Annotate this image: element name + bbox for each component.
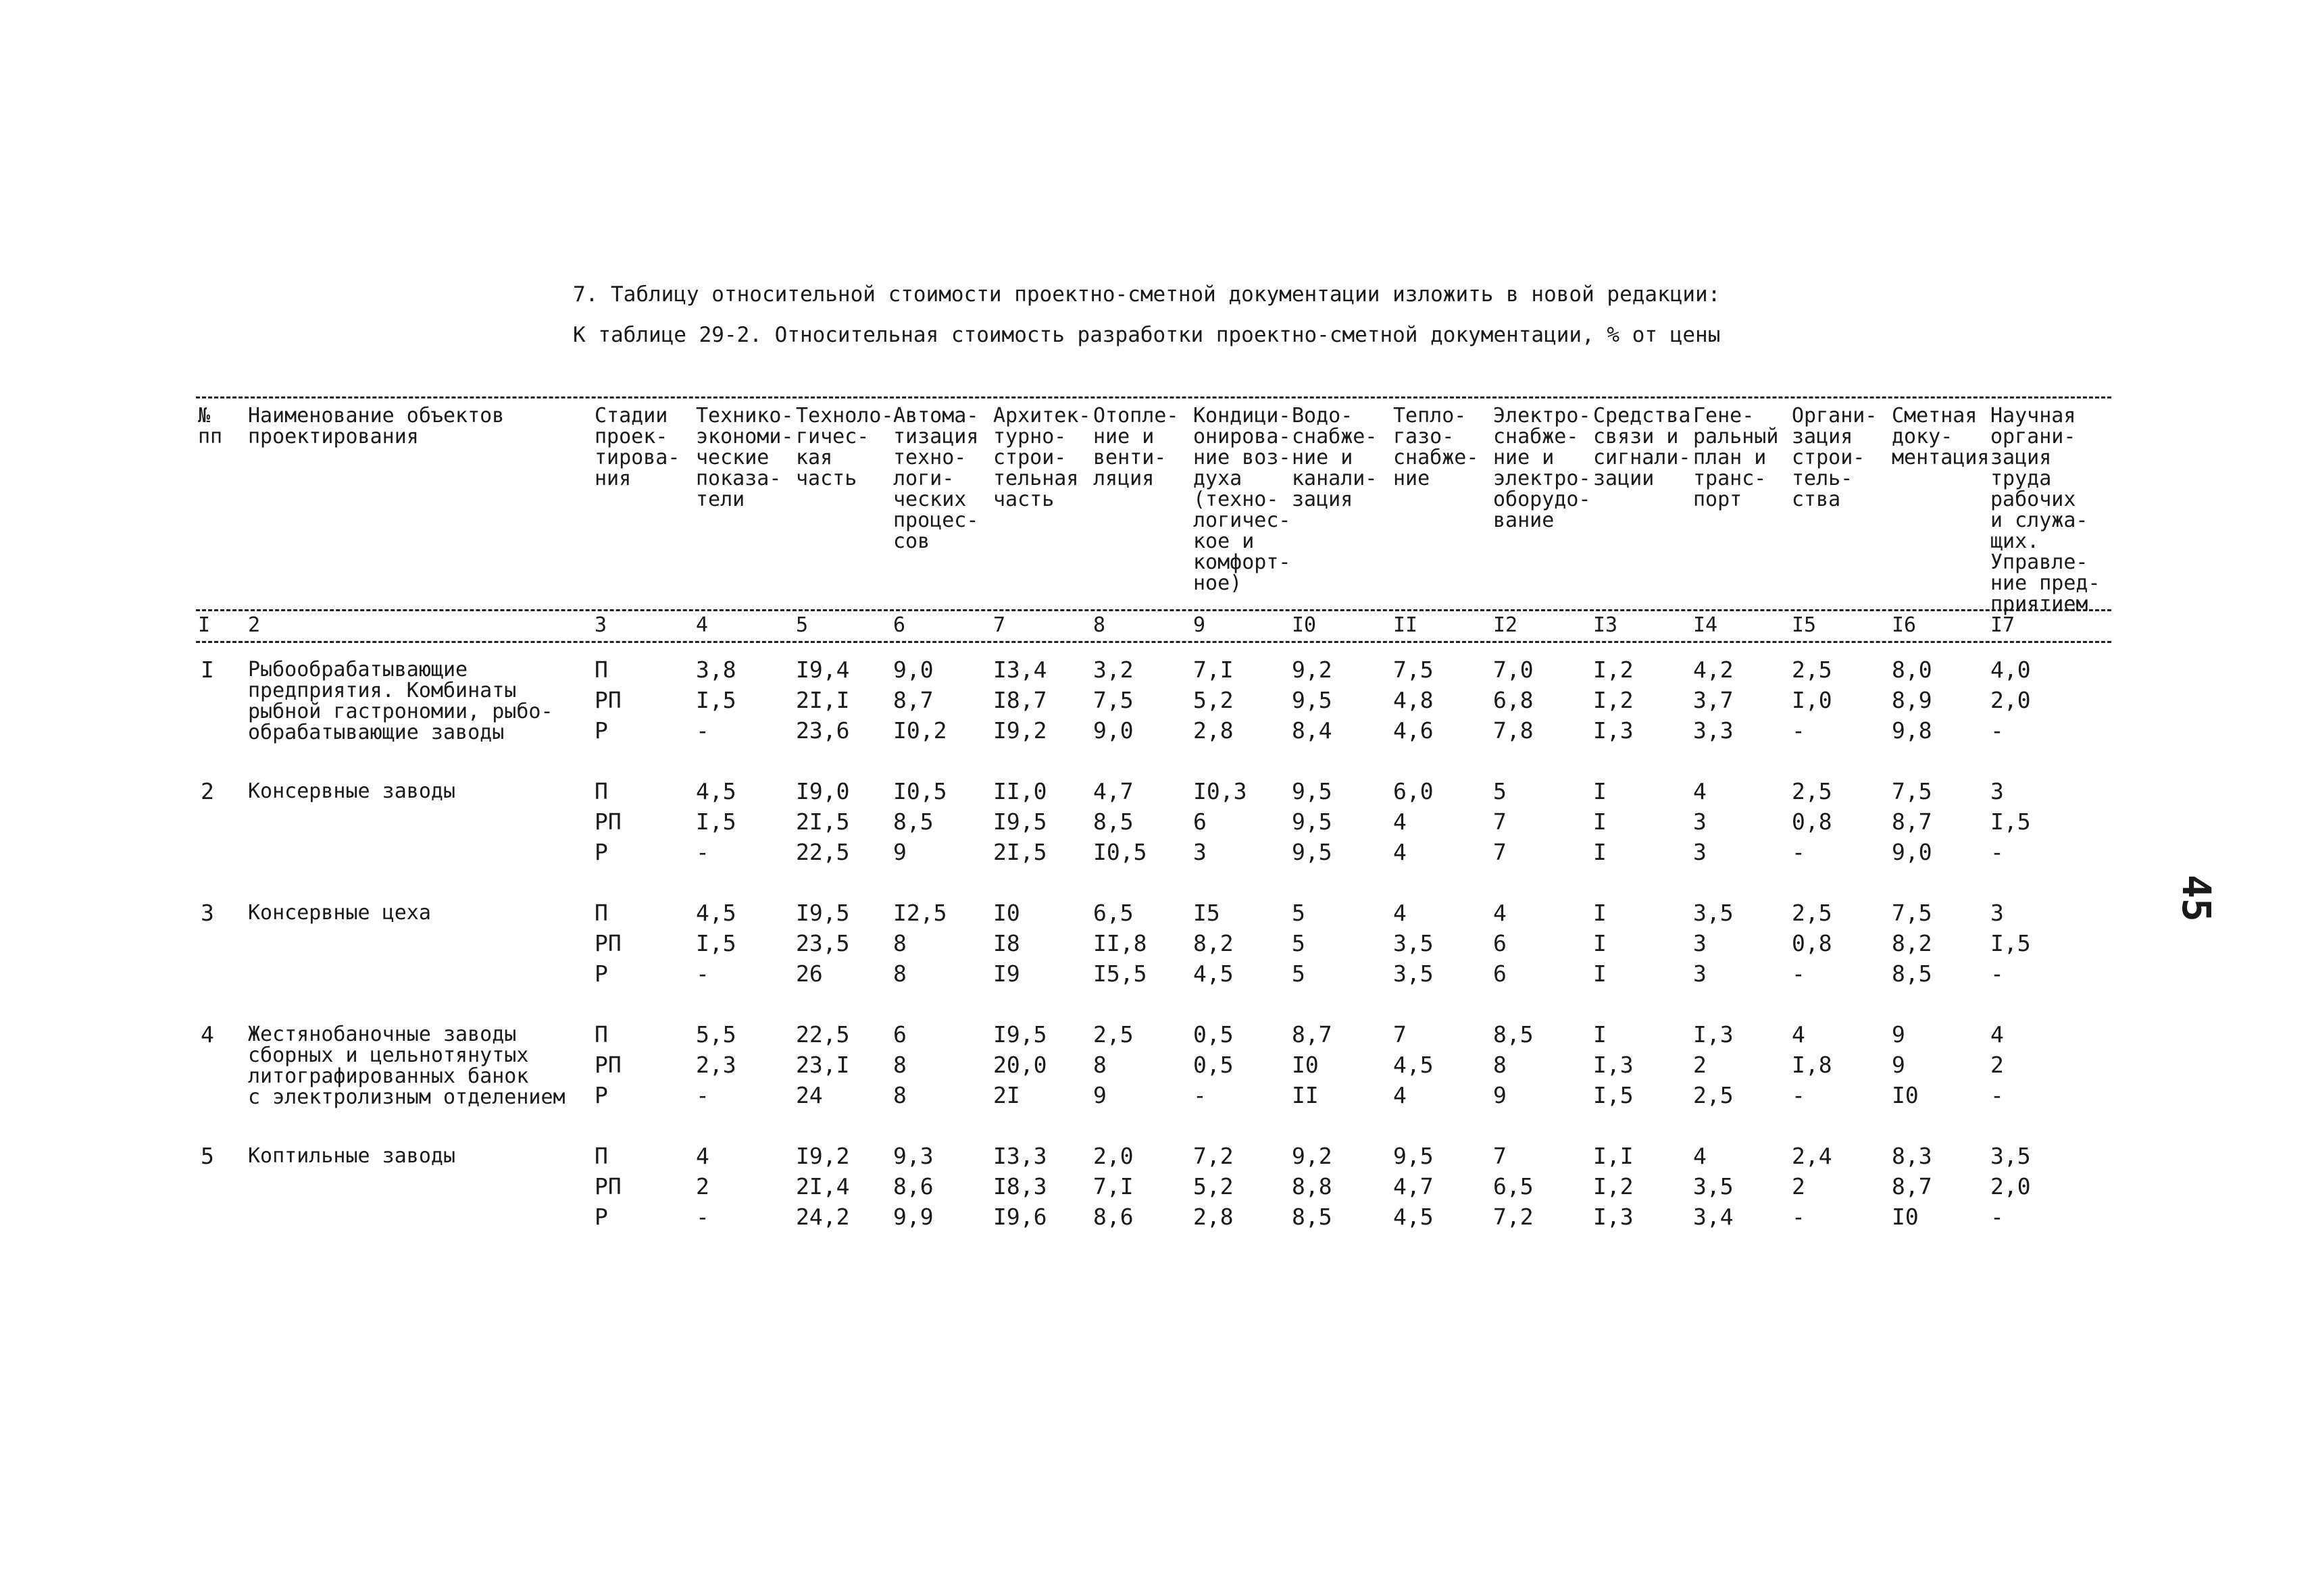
table-cell: 7,0 <box>1493 657 1534 683</box>
table-cell: I3,3 <box>993 1143 1047 1169</box>
table-cell: 3,5 <box>1693 1173 1734 1200</box>
table-cell: - <box>696 717 709 744</box>
row-number: I <box>201 657 214 683</box>
column-header: Средства связи и сигнали- зации <box>1593 404 1691 490</box>
table-cell: 2,0 <box>1990 687 2031 713</box>
table-cell: I,3 <box>1593 717 1634 744</box>
table-cell: - <box>1792 1082 1805 1108</box>
column-number: I7 <box>1990 613 2015 637</box>
table-cell: 6,8 <box>1493 687 1534 713</box>
table-cell: - <box>696 1204 709 1230</box>
stage-label: РП <box>595 930 622 956</box>
column-number: 6 <box>893 613 906 637</box>
table-cell: 5 <box>1292 960 1305 987</box>
table-cell: I9 <box>993 960 1020 987</box>
table-cell: I2,5 <box>893 900 947 926</box>
table-cell: 6,5 <box>1093 900 1134 926</box>
table-cell: 4,5 <box>1393 1204 1434 1230</box>
header-bottom-rule <box>196 609 2111 611</box>
table-cell: 6 <box>893 1021 907 1048</box>
table-cell: 9 <box>893 839 907 865</box>
table-cell: II,0 <box>993 778 1047 804</box>
table-cell: 4,5 <box>1193 960 1234 987</box>
table-cell: I,I <box>1593 1143 1634 1169</box>
object-name: Рыбообрабатывающие предприятия. Комбинаты рыбной гастрономии, рыбо- обрабатывающие заводы <box>248 658 553 744</box>
table-cell: 4,5 <box>696 900 736 926</box>
table-cell: 2I <box>993 1082 1020 1108</box>
table-cell: 8 <box>893 930 907 956</box>
table-cell: 9,2 <box>1292 657 1332 683</box>
table-cell: 8,7 <box>1892 808 1932 835</box>
table-cell: 2 <box>1990 1052 2004 1078</box>
column-header: Научная органи- зация труда рабочих и служа- щих. Управле- ние пред- приятием <box>1990 404 2101 616</box>
table-cell: 8,8 <box>1292 1173 1332 1200</box>
table-cell: 5 <box>1292 900 1305 926</box>
table-cell: 9,9 <box>893 1204 934 1230</box>
table-cell: 4,5 <box>696 778 736 804</box>
table-cell: 3,4 <box>1693 1204 1734 1230</box>
table-cell: 2I,I <box>796 687 850 713</box>
page-number: 45 <box>2173 875 2219 922</box>
table-cell: 9,8 <box>1892 717 1932 744</box>
table-cell: 4,5 <box>1393 1052 1434 1078</box>
table-cell: II <box>1292 1082 1319 1108</box>
table-cell: I <box>1593 808 1607 835</box>
table-cell: 8,5 <box>1493 1021 1534 1048</box>
table-cell: 8,9 <box>1892 687 1932 713</box>
table-cell: I0,5 <box>1093 839 1147 865</box>
table-cell: 4 <box>1693 778 1707 804</box>
table-cell: 4 <box>1792 1021 1805 1048</box>
table-cell: I,5 <box>1990 930 2031 956</box>
table-cell: 3,5 <box>1693 900 1734 926</box>
column-header: Технико- экономи- ческие показа- тели <box>696 404 794 511</box>
table-cell: 6 <box>1493 960 1507 987</box>
column-header: Автома- тизация техно- логи- ческих процес- сов <box>893 404 979 553</box>
table-cell: 7,8 <box>1493 717 1534 744</box>
column-number: 5 <box>796 613 809 637</box>
row-number: 3 <box>201 900 214 926</box>
column-number: 7 <box>993 613 1006 637</box>
table-cell: I9,0 <box>796 778 850 804</box>
table-cell: I,8 <box>1792 1052 1832 1078</box>
object-name: Коптильные заводы <box>248 1144 456 1168</box>
stage-label: Р <box>595 1204 608 1230</box>
column-number: 9 <box>1193 613 1206 637</box>
stage-label: П <box>595 900 608 926</box>
stage-label: Р <box>595 1082 608 1108</box>
table-cell: I9,5 <box>993 1021 1047 1048</box>
table-cell: 8,2 <box>1892 930 1932 956</box>
table-cell: 4,8 <box>1393 687 1434 713</box>
table-cell: 8 <box>893 1052 907 1078</box>
stage-label: П <box>595 1143 608 1169</box>
table-cell: 2 <box>1792 1173 1805 1200</box>
table-cell: 8,6 <box>893 1173 934 1200</box>
stage-label: РП <box>595 1052 622 1078</box>
table-cell: 8,7 <box>893 687 934 713</box>
table-cell: 22,5 <box>796 839 850 865</box>
table-cell: 2,5 <box>1693 1082 1734 1108</box>
stage-label: П <box>595 1021 608 1048</box>
table-cell: 9,3 <box>893 1143 934 1169</box>
table-cell: - <box>1792 839 1805 865</box>
table-cell: 3 <box>1693 960 1707 987</box>
table-cell: 7,I <box>1093 1173 1134 1200</box>
object-name: Консервные цеха <box>248 901 431 925</box>
table-cell: 5,5 <box>696 1021 736 1048</box>
table-cell: 7,2 <box>1193 1143 1234 1169</box>
table-cell: - <box>1792 1204 1805 1230</box>
row-number: 5 <box>201 1143 214 1169</box>
column-header: Тепло- газо- снабже- ние <box>1393 404 1479 490</box>
column-number: I3 <box>1593 613 1618 637</box>
table-cell: 7,I <box>1193 657 1234 683</box>
stage-label: Р <box>595 717 608 744</box>
table-cell: 3 <box>1693 808 1707 835</box>
table-cell: 3,3 <box>1693 717 1734 744</box>
column-header: Стадии проек- тирова- ния <box>595 404 680 490</box>
table-cell: I,3 <box>1693 1021 1734 1048</box>
table-cell: I <box>1593 839 1607 865</box>
stage-label: П <box>595 657 608 683</box>
table-cell: 9 <box>1493 1082 1507 1108</box>
intro-text: 7. Таблицу относительной стоимости проектно-сметной документации изложить в новой редакции: <box>573 282 1721 307</box>
table-cell: I,5 <box>1593 1082 1634 1108</box>
table-cell: 4 <box>1990 1021 2004 1048</box>
table-cell: 4,6 <box>1393 717 1434 744</box>
table-cell: 23,5 <box>796 930 850 956</box>
object-name: Консервные заводы <box>248 779 456 803</box>
table-cell: 7 <box>1493 1143 1507 1169</box>
table-cell: I9,2 <box>796 1143 850 1169</box>
column-header: Архитек- турно- строи- тельная часть <box>993 404 1091 511</box>
table-cell: I,2 <box>1593 1173 1634 1200</box>
stage-label: РП <box>595 808 622 835</box>
table-cell: 8,5 <box>1292 1204 1332 1230</box>
table-cell: 7 <box>1393 1021 1407 1048</box>
table-cell: I0,5 <box>893 778 947 804</box>
table-cell: 2I,5 <box>993 839 1047 865</box>
table-cell: 5 <box>1292 930 1305 956</box>
table-cell: 0,8 <box>1792 930 1832 956</box>
table-cell: 9,2 <box>1292 1143 1332 1169</box>
column-number: I5 <box>1792 613 1817 637</box>
column-number: I0 <box>1292 613 1317 637</box>
column-header: Органи- зация строи- тель- ства <box>1792 404 1878 511</box>
table-cell: 6,0 <box>1393 778 1434 804</box>
table-cell: 8,7 <box>1292 1021 1332 1048</box>
table-cell: 3,8 <box>696 657 736 683</box>
table-cell: 4 <box>1493 900 1507 926</box>
table-cell: 2,5 <box>1792 778 1832 804</box>
table-cell: 9,5 <box>1292 778 1332 804</box>
table-cell: I0 <box>1892 1082 1919 1108</box>
table-cell: 2I,4 <box>796 1173 850 1200</box>
table-cell: I <box>1593 930 1607 956</box>
table-cell: I0 <box>1292 1052 1319 1078</box>
table-cell: 2,5 <box>1792 657 1832 683</box>
column-number: I2 <box>1493 613 1518 637</box>
table-cell: - <box>1792 717 1805 744</box>
table-cell: 8,5 <box>1892 960 1932 987</box>
table-cell: I,5 <box>696 930 736 956</box>
stage-label: Р <box>595 839 608 865</box>
stage-label: РП <box>595 687 622 713</box>
table-cell: 7,5 <box>1892 778 1932 804</box>
table-cell: 4 <box>1393 900 1407 926</box>
column-header: № пп <box>198 404 223 448</box>
stage-label: П <box>595 778 608 804</box>
table-cell: - <box>696 1082 709 1108</box>
table-cell: 9,5 <box>1292 687 1332 713</box>
table-cell: 2 <box>1693 1052 1707 1078</box>
table-cell: 0,8 <box>1792 808 1832 835</box>
table-cell: 2,0 <box>1093 1143 1134 1169</box>
table-caption: К таблице 29-2. Относительная стоимость разработки проектно-сметной документации, % от цены <box>573 323 1721 347</box>
column-header: Наименование объектов проектирования <box>248 404 505 448</box>
table-cell: 8,5 <box>893 808 934 835</box>
table-cell: 8,6 <box>1093 1204 1134 1230</box>
table-cell: - <box>696 960 709 987</box>
table-cell: 4,2 <box>1693 657 1734 683</box>
table-cell: 23,I <box>796 1052 850 1078</box>
table-cell: I9,5 <box>993 808 1047 835</box>
table-cell: - <box>1990 839 2004 865</box>
table-cell: I9,5 <box>796 900 850 926</box>
table-cell: 2,8 <box>1193 717 1234 744</box>
table-cell: 6 <box>1493 930 1507 956</box>
table-cell: 3 <box>1990 778 2004 804</box>
table-cell: 8,5 <box>1093 808 1134 835</box>
table-cell: 6 <box>1193 808 1207 835</box>
table-cell: I,2 <box>1593 657 1634 683</box>
table-cell: 7,5 <box>1393 657 1434 683</box>
table-cell: I,5 <box>1990 808 2031 835</box>
table-cell: 2,5 <box>1093 1021 1134 1048</box>
table-cell: 20,0 <box>993 1052 1047 1078</box>
table-cell: 22,5 <box>796 1021 850 1048</box>
column-number: 4 <box>696 613 709 637</box>
table-cell: 2,3 <box>696 1052 736 1078</box>
table-cell: I9,4 <box>796 657 850 683</box>
table-cell: 5 <box>1493 778 1507 804</box>
table-cell: 24 <box>796 1082 823 1108</box>
table-cell: 9,0 <box>1892 839 1932 865</box>
table-cell: 2,5 <box>1792 900 1832 926</box>
table-cell: I0 <box>993 900 1020 926</box>
column-header: Кондици- онирова- ние воз- духа (техно- логичес- кое и комфорт- ное) <box>1193 404 1291 595</box>
table-cell: 5,2 <box>1193 687 1234 713</box>
table-cell: 5,2 <box>1193 1173 1234 1200</box>
table-cell: I0 <box>1892 1204 1919 1230</box>
table-cell: I5 <box>1193 900 1220 926</box>
table-cell: 3 <box>1193 839 1207 865</box>
column-number: 2 <box>248 613 261 637</box>
table-cell: 8 <box>1493 1052 1507 1078</box>
table-cell: 8,7 <box>1892 1173 1932 1200</box>
table-cell: I5,5 <box>1093 960 1147 987</box>
table-cell: 2 <box>696 1173 709 1200</box>
table-cell: 4 <box>696 1143 709 1169</box>
table-cell: 2,4 <box>1792 1143 1832 1169</box>
table-cell: 24,2 <box>796 1204 850 1230</box>
table-cell: I0,3 <box>1193 778 1247 804</box>
table-cell: I8,3 <box>993 1173 1047 1200</box>
column-header: Гене- ральный план и транс- порт <box>1693 404 1779 511</box>
column-number: II <box>1393 613 1418 637</box>
table-cell: - <box>1990 1082 2004 1108</box>
table-top-rule <box>196 396 2111 398</box>
table-cell: 4,7 <box>1393 1173 1434 1200</box>
table-cell: I <box>1593 1021 1607 1048</box>
table-cell: 9,0 <box>1093 717 1134 744</box>
stage-label: Р <box>595 960 608 987</box>
table-cell: 8 <box>893 960 907 987</box>
table-cell: 8,3 <box>1892 1143 1932 1169</box>
table-cell: 7,5 <box>1892 900 1932 926</box>
table-cell: - <box>1193 1082 1207 1108</box>
column-header: Сметная доку- ментация <box>1892 404 1990 469</box>
table-cell: 7 <box>1493 839 1507 865</box>
table-cell: 9 <box>1892 1021 1905 1048</box>
table-cell: II,8 <box>1093 930 1147 956</box>
table-cell: 4 <box>1393 808 1407 835</box>
table-cell: 9,5 <box>1292 839 1332 865</box>
table-cell: 3,5 <box>1393 960 1434 987</box>
table-cell: I3,4 <box>993 657 1047 683</box>
table-cell: I9,6 <box>993 1204 1047 1230</box>
table-cell: 23,6 <box>796 717 850 744</box>
table-cell: 4 <box>1693 1143 1707 1169</box>
table-cell: I8,7 <box>993 687 1047 713</box>
table-cell: 8 <box>893 1082 907 1108</box>
column-number: 3 <box>595 613 607 637</box>
table-cell: I <box>1593 778 1607 804</box>
column-header: Отопле- ние и венти- ляция <box>1093 404 1179 490</box>
table-cell: 2I,5 <box>796 808 850 835</box>
table-cell: 3 <box>1693 930 1707 956</box>
column-numbers-rule <box>196 641 2111 643</box>
table-cell: 3,7 <box>1693 687 1734 713</box>
table-cell: 4 <box>1393 1082 1407 1108</box>
table-cell: I <box>1593 960 1607 987</box>
table-cell: 26 <box>796 960 823 987</box>
column-number: 8 <box>1093 613 1106 637</box>
table-cell: - <box>1990 1204 2004 1230</box>
table-cell: 8 <box>1093 1052 1107 1078</box>
table-cell: 9 <box>1892 1052 1905 1078</box>
table-cell: 4,0 <box>1990 657 2031 683</box>
column-number: I6 <box>1892 613 1917 637</box>
table-cell: I,5 <box>696 808 736 835</box>
column-number: I4 <box>1693 613 1718 637</box>
table-cell: 3 <box>1693 839 1707 865</box>
row-number: 4 <box>201 1021 214 1048</box>
table-cell: 3,5 <box>1393 930 1434 956</box>
table-cell: 0,5 <box>1193 1052 1234 1078</box>
table-cell: I,3 <box>1593 1204 1634 1230</box>
table-cell: 9,5 <box>1292 808 1332 835</box>
table-cell: I8 <box>993 930 1020 956</box>
table-cell: I,3 <box>1593 1052 1634 1078</box>
table-cell: 8,4 <box>1292 717 1332 744</box>
table-cell: 7,2 <box>1493 1204 1534 1230</box>
object-name: Жестянобаночные заводы сборных и цельнотянутых литографированных банок с электролизным отделением <box>248 1023 565 1109</box>
table-cell: 6,5 <box>1493 1173 1534 1200</box>
table-cell: I,5 <box>696 687 736 713</box>
table-cell: 3 <box>1990 900 2004 926</box>
table-cell: 8,2 <box>1193 930 1234 956</box>
column-header: Техноло- гичес- кая часть <box>796 404 894 490</box>
table-cell: 2,8 <box>1193 1204 1234 1230</box>
table-cell: 4,7 <box>1093 778 1134 804</box>
column-number: I <box>198 613 211 637</box>
table-cell: 2,0 <box>1990 1173 2031 1200</box>
table-cell: - <box>1990 960 2004 987</box>
table-cell: I,2 <box>1593 687 1634 713</box>
table-cell: 9,5 <box>1393 1143 1434 1169</box>
table-cell: 7,5 <box>1093 687 1134 713</box>
table-cell: 4 <box>1393 839 1407 865</box>
table-cell: - <box>1990 717 2004 744</box>
table-cell: 0,5 <box>1193 1021 1234 1048</box>
column-header: Электро- снабже- ние и электро- оборудо- вание <box>1493 404 1591 532</box>
table-cell: 9 <box>1093 1082 1107 1108</box>
table-cell: I0,2 <box>893 717 947 744</box>
table-cell: I,0 <box>1792 687 1832 713</box>
table-cell: - <box>1792 960 1805 987</box>
table-cell: I9,2 <box>993 717 1047 744</box>
table-cell: I <box>1593 900 1607 926</box>
table-cell: 9,0 <box>893 657 934 683</box>
table-cell: 7 <box>1493 808 1507 835</box>
table-cell: 8,0 <box>1892 657 1932 683</box>
stage-label: РП <box>595 1173 622 1200</box>
table-cell: - <box>696 839 709 865</box>
table-cell: 3,5 <box>1990 1143 2031 1169</box>
column-header: Водо- снабже- ние и канали- зация <box>1292 404 1378 511</box>
table-cell: 3,2 <box>1093 657 1134 683</box>
row-number: 2 <box>201 778 214 804</box>
